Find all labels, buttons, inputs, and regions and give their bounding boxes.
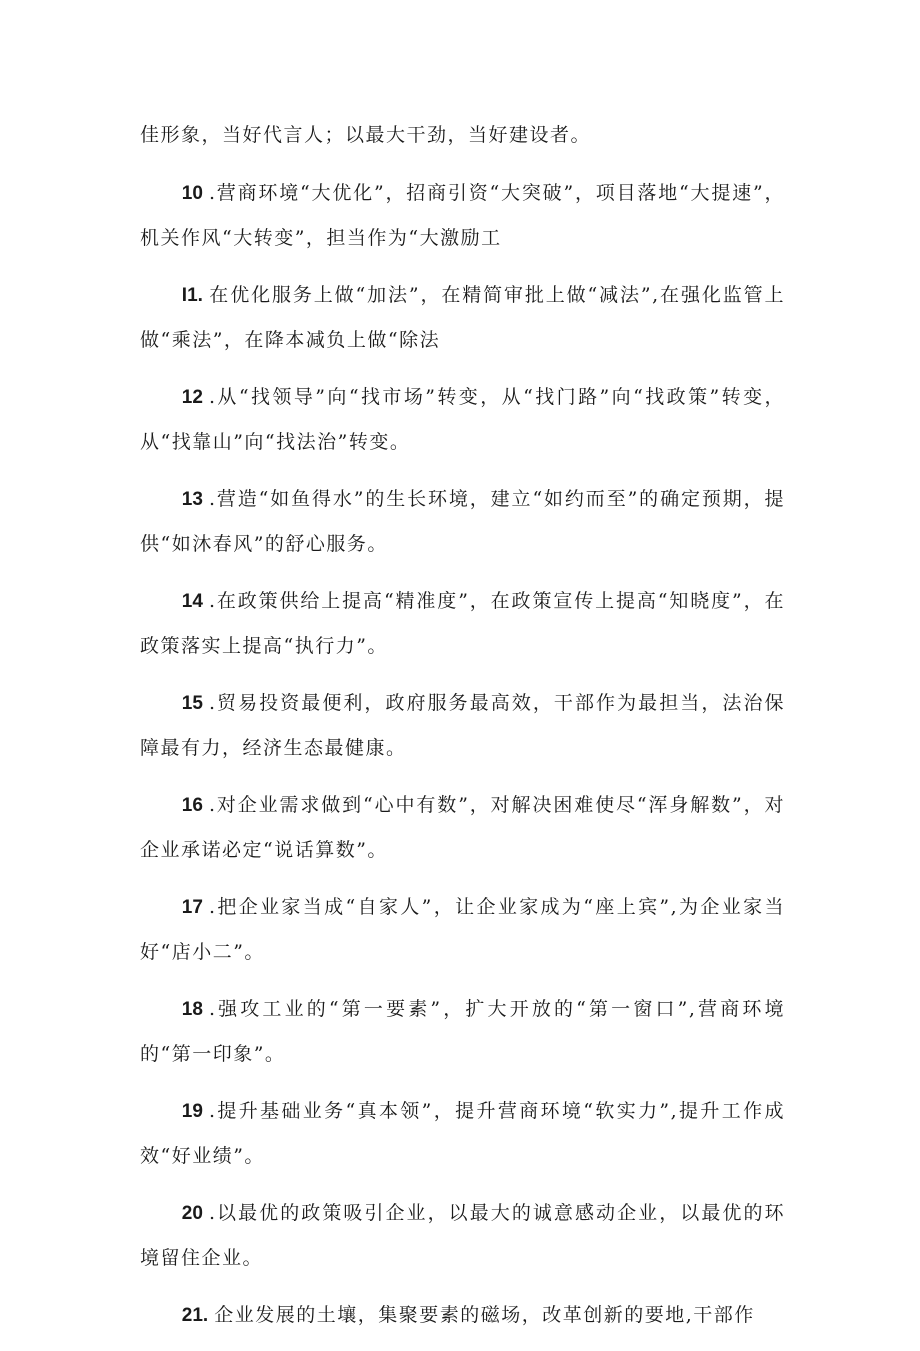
paragraph-continuation xyxy=(140,113,785,158)
item-number: 13 xyxy=(181,489,203,510)
list-item xyxy=(140,273,785,362)
item-text: 佳形象，当好代言人；以最大干劲，当好建设者。 xyxy=(140,124,592,146)
item-text: .提升基础业务“真本领”，提升营商环境“软实力”,提升工作成效“好业绩”。 xyxy=(140,1100,785,1167)
item-text: .以最优的政策吸引企业，以最大的诚意感动企业，以最优的环境留住企业。 xyxy=(140,1202,785,1269)
item-number: 21. xyxy=(181,1305,209,1326)
item-text: .从“找领导”向“找市场”转变，从“找门路”向“找政策”转变，从“找靠山”向“找法治”转变。 xyxy=(140,386,785,453)
item-number: 20 xyxy=(181,1203,203,1224)
item-number: 14 xyxy=(181,591,203,612)
list-item xyxy=(140,375,785,464)
list-item xyxy=(140,1191,785,1280)
item-text: .强攻工业的“第一要素”，扩大开放的“第一窗口”,营商环境的“第一印象”。 xyxy=(140,998,785,1065)
list-item xyxy=(140,987,785,1076)
item-text: .营商环境“大优化”，招商引资“大突破”，项目落地“大提速”，机关作风“大转变”，担当作为“大激励工 xyxy=(140,182,785,249)
item-text: 企业发展的土壤，集聚要素的磁场，改革创新的要地,干部作 xyxy=(214,1304,755,1326)
item-number: 10 xyxy=(181,183,203,204)
list-item xyxy=(140,579,785,668)
item-number: 15 xyxy=(181,693,203,714)
item-number: 12 xyxy=(181,387,203,408)
item-text: .把企业家当成“自家人”，让企业家成为“座上宾”,为企业家当好“店小二”。 xyxy=(140,896,785,963)
item-text: 在优化服务上做“加法”，在精简审批上做“减法”,在强化监管上做“乘法”，在降本减负上做“除法 xyxy=(140,284,785,351)
item-number: I1. xyxy=(181,285,203,306)
list-item xyxy=(140,171,785,260)
item-number: 18 xyxy=(181,999,203,1020)
list-item xyxy=(140,885,785,974)
item-number: 16 xyxy=(181,795,203,816)
item-number: 17 xyxy=(181,897,203,918)
item-text: .在政策供给上提高“精准度”，在政策宣传上提高“知晓度”，在政策落实上提高“执行力”。 xyxy=(140,590,785,657)
item-text: .营造“如鱼得水”的生长环境，建立“如约而至”的确定预期，提供“如沐春风”的舒心服务。 xyxy=(140,488,785,555)
list-item xyxy=(140,1293,785,1338)
list-item xyxy=(140,681,785,770)
item-text: .贸易投资最便利，政府服务最高效，干部作为最担当，法治保障最有力，经济生态最健康。 xyxy=(140,692,785,759)
item-text: .对企业需求做到“心中有数”，对解决困难使尽“浑身解数”，对企业承诺必定“说话算数”。 xyxy=(140,794,785,861)
list-item xyxy=(140,783,785,872)
list-item xyxy=(140,1089,785,1178)
list-item xyxy=(140,477,785,566)
document-body xyxy=(140,113,785,1351)
item-number: 19 xyxy=(181,1101,203,1122)
